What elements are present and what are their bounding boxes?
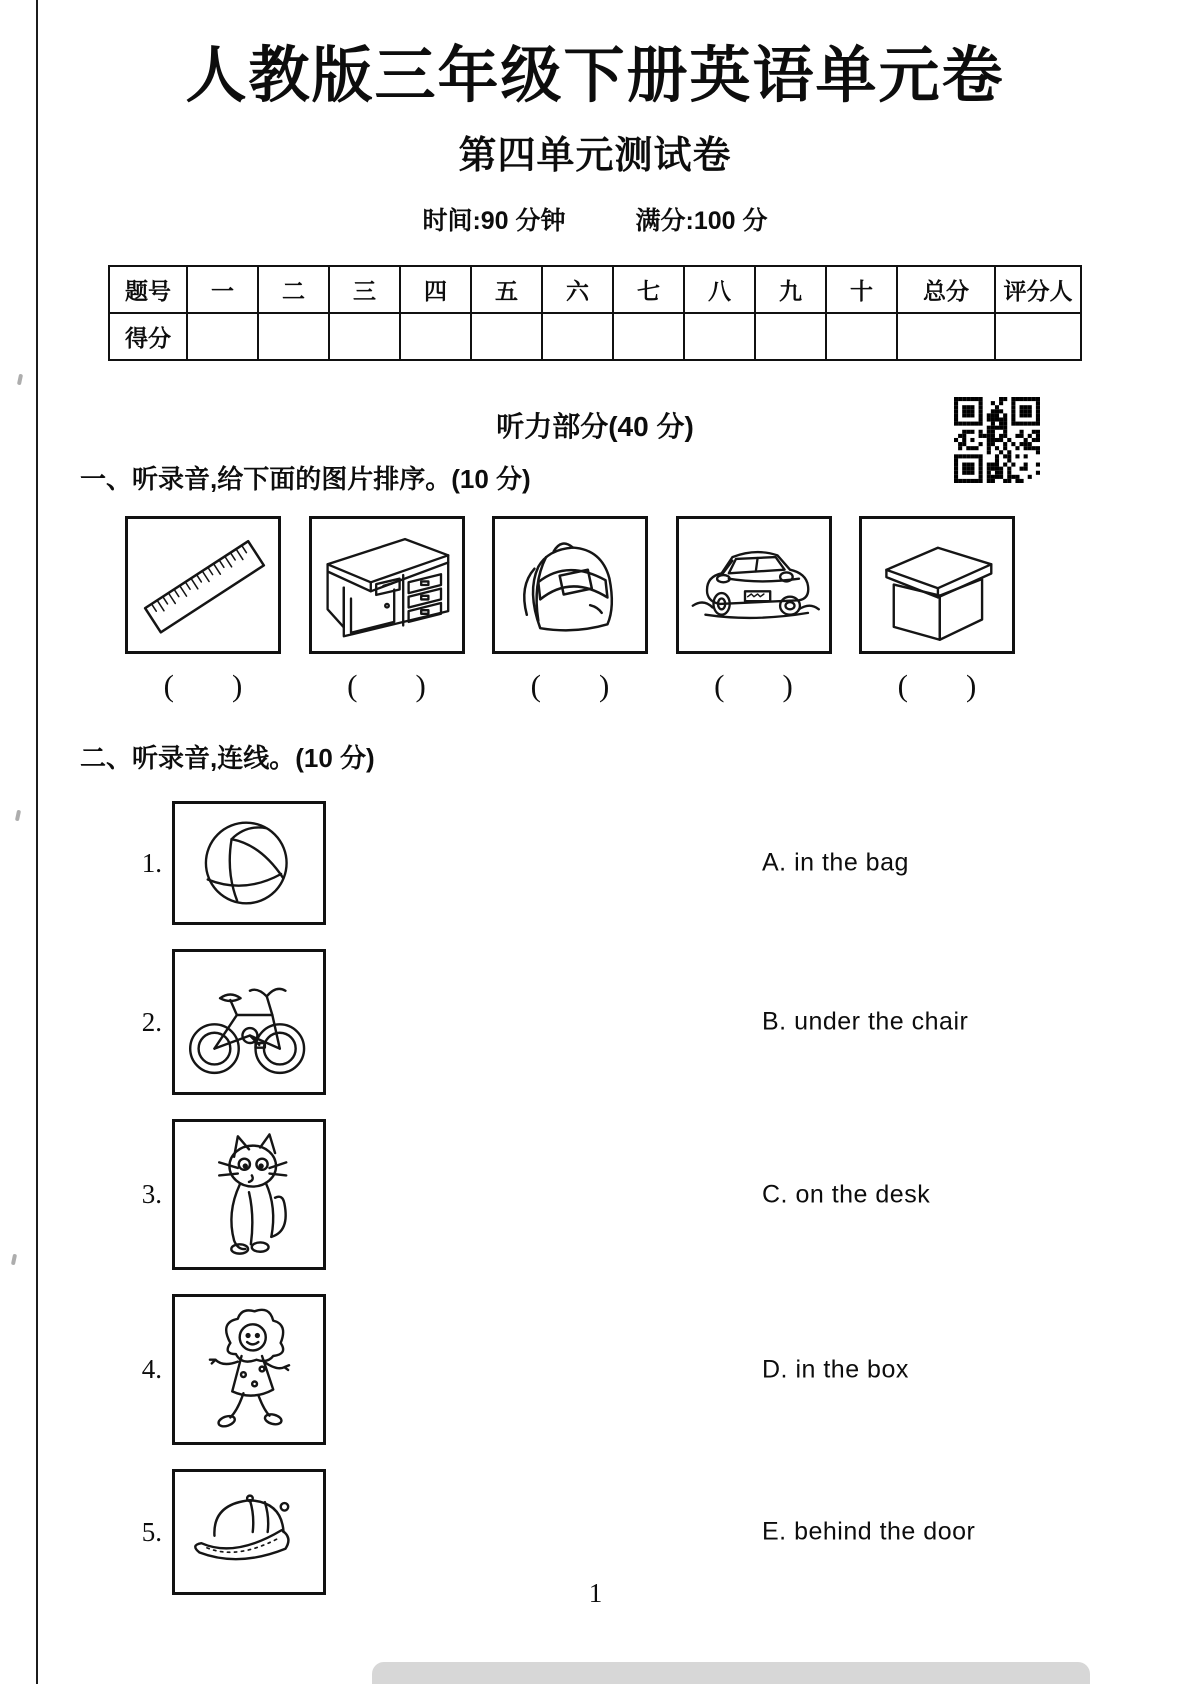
- score-cell: [755, 313, 826, 360]
- score-cell: [684, 313, 755, 360]
- picture-box-ruler: [125, 516, 281, 654]
- score-table: [108, 265, 1082, 361]
- score-table-col-7: 七: [613, 266, 684, 313]
- match-row-4: [120, 1294, 1110, 1445]
- match-row-5: [120, 1469, 1110, 1595]
- bike-image: [179, 957, 319, 1087]
- ruler-image: [131, 523, 275, 647]
- match-item-number: 4.: [141, 1354, 162, 1385]
- score-cell-grader: [995, 313, 1081, 360]
- page-content: [80, 0, 1110, 1619]
- match-option-a: A. in the bag: [762, 848, 909, 877]
- part1-picture-row: [125, 516, 1015, 654]
- score-cell: [471, 313, 542, 360]
- picture-box-car: [676, 516, 832, 654]
- score-table-col-4: 四: [400, 266, 471, 313]
- score-cell: [542, 313, 613, 360]
- match-item-number: 5.: [141, 1516, 162, 1547]
- score-table-col-1: 一: [187, 266, 258, 313]
- match-option-b: B. under the chair: [762, 1007, 969, 1036]
- match-option-d: D. in the box: [762, 1355, 909, 1384]
- score-cell: [400, 313, 471, 360]
- picture-box-bike: [172, 949, 326, 1095]
- time-label: 时间:90 分钟: [422, 207, 566, 236]
- match-item-number: 1.: [141, 847, 162, 878]
- score-table-col-grader: 评分人: [995, 266, 1081, 313]
- match-row-1: [120, 801, 1110, 925]
- exam-subtitle: 第四单元测试卷: [458, 135, 732, 178]
- car-image: [682, 523, 826, 647]
- score-table-header-row: [109, 266, 1081, 313]
- part2-match-list: [120, 801, 1110, 1595]
- part2-heading: 二、听录音,连线。(10 分): [80, 743, 375, 774]
- schoolbag-image: [498, 523, 642, 647]
- match-option-c: C. on the desk: [762, 1180, 931, 1209]
- picture-box-ball: [172, 801, 326, 925]
- score-table-col-10: 十: [826, 266, 897, 313]
- match-option-e: E. behind the door: [762, 1517, 976, 1546]
- picture-box-doll: [172, 1294, 326, 1445]
- score-table-col-3: 三: [329, 266, 400, 313]
- page-number: 1: [588, 1578, 603, 1608]
- answer-blank-5: ( ): [897, 668, 977, 704]
- page-left-border: [36, 0, 38, 1684]
- picture-box-desk: [309, 516, 465, 654]
- score-table-col-9: 九: [755, 266, 826, 313]
- score-cell: [613, 313, 684, 360]
- score-cell: [826, 313, 897, 360]
- score-table-col-2: 二: [258, 266, 329, 313]
- score-cell: [329, 313, 400, 360]
- ball-image: [179, 808, 319, 918]
- exam-title: 人教版三年级下册英语单元卷: [185, 41, 1005, 109]
- score-cell-total: [897, 313, 995, 360]
- match-row-2: [120, 949, 1110, 1095]
- cap-image: [179, 1476, 319, 1588]
- exam-info-line: [80, 201, 1110, 237]
- binding-mark: [11, 1254, 17, 1266]
- score-table-header-label: 题号: [109, 266, 187, 313]
- match-row-3: [120, 1119, 1110, 1270]
- score-table-col-8: 八: [684, 266, 755, 313]
- doll-image: [183, 1302, 315, 1437]
- box-image: [868, 524, 1006, 646]
- answer-blank-4: ( ): [714, 668, 793, 704]
- listening-header: [80, 397, 1110, 487]
- match-item-number: 3.: [141, 1179, 162, 1210]
- full-score-label: 满分:100 分: [635, 207, 768, 236]
- binding-mark: [17, 374, 23, 386]
- score-table-col-6: 六: [542, 266, 613, 313]
- answer-blank-2: ( ): [347, 668, 426, 704]
- binding-mark: [15, 810, 21, 822]
- footer-bar: [372, 1662, 1090, 1684]
- picture-box-cap: [172, 1469, 326, 1595]
- score-row-label: 得分: [109, 313, 187, 360]
- answer-blank-3: ( ): [530, 668, 610, 704]
- score-cell: [187, 313, 258, 360]
- desk-image: [315, 523, 459, 647]
- score-table-score-row: [109, 313, 1081, 360]
- qr-code: [954, 397, 1040, 483]
- listening-section-title: 听力部分(40 分): [496, 411, 694, 443]
- score-table-col-5: 五: [471, 266, 542, 313]
- answer-blank-1: ( ): [163, 668, 243, 704]
- cat-image: [183, 1127, 315, 1262]
- picture-box-box: [859, 516, 1015, 654]
- part1-answer-row: [125, 668, 1015, 704]
- picture-box-schoolbag: [492, 516, 648, 654]
- part1-heading: 一、听录音,给下面的图片排序。(10 分): [80, 464, 531, 495]
- match-item-number: 2.: [141, 1006, 162, 1037]
- score-table-col-total: 总分: [897, 266, 995, 313]
- score-cell: [258, 313, 329, 360]
- picture-box-cat: [172, 1119, 326, 1270]
